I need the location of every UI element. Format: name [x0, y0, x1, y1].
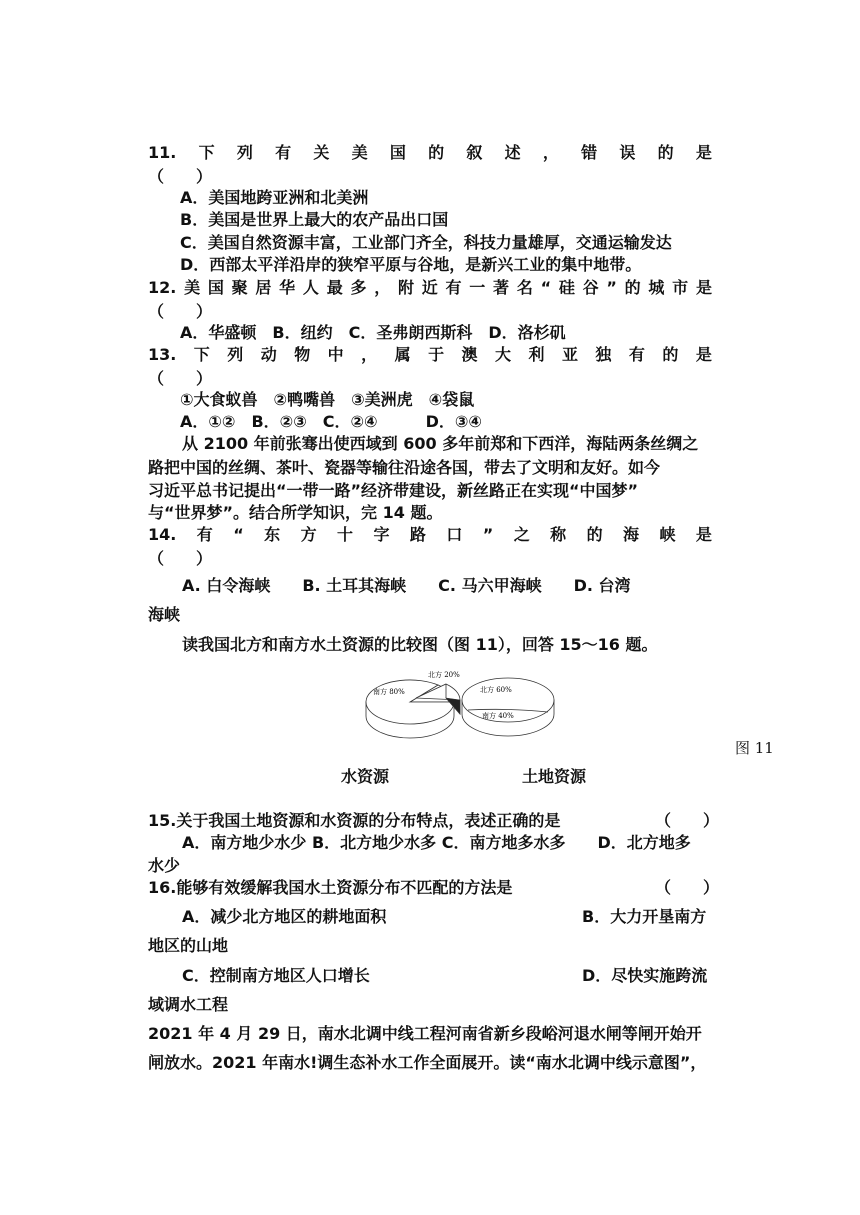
q14-stem: 14. 有 “ 东 方 十 字 路 口 ” 之 称 的 海 峡 是: [148, 525, 712, 544]
q15-intro: 读我国北方和南方水土资源的比较图（图 11），回答 15～16 题。: [182, 635, 658, 654]
passage2-line-1: 2021 年 4 月 29 日，南水北调中线工程河南省新乡段峪河退水闸等闸开始开: [148, 1024, 702, 1043]
q16-stem: 16.能够有效缓解我国水土资源分布不匹配的方法是: [148, 878, 513, 897]
q12-stem: 12. 美 国 聚 居 华 人 最 多 ， 附 近 有 一 著 名 “ 硅 谷 ” 的 城 市 是: [148, 278, 712, 297]
water-north-label: 北方 20%: [428, 671, 460, 679]
q13-stem: 13. 下 列 动 物 中 ， 属 于 澳 大 利 亚 独 有 的 是: [148, 345, 712, 364]
q16-option-c: C．控制南方地区人口增长: [182, 966, 370, 985]
land-south-label: 南方 40%: [482, 712, 514, 720]
q11-option-c: C．美国自然资源丰富，工业部门齐全，科技力量雄厚，交通运输发达: [180, 233, 672, 252]
passage-line-4: 与“世界梦”。结合所学知识，完 14 题。: [148, 503, 443, 522]
q15-stem: 15.关于我国土地资源和水资源的分布特点，表述正确的是: [148, 811, 561, 830]
q11-answer-paren: （ ）: [148, 167, 213, 186]
land-north-label: 北方 60%: [480, 686, 512, 694]
passage2-line-2: 闸放水。2021 年南水!调生态补水工作全面展开。读“南水北调中线示意图”，: [148, 1053, 707, 1072]
q16-answer-paren: （ ）: [655, 878, 720, 897]
q16-option-a: A．减少北方地区的耕地面积: [182, 907, 387, 926]
q15-answer-paren: （ ）: [655, 811, 720, 830]
q16-option-d: D．尽快实施跨流: [582, 966, 708, 985]
q12-answer-paren: （ ）: [148, 302, 213, 321]
passage-line-2: 路把中国的丝绸、茶叶、瓷器等输往沿途各国，带去了文明和友好。如今: [148, 458, 661, 477]
q13-options: A．①② B．②③ C．②④ D．③④: [180, 412, 482, 431]
q16-option-d-wrap: 域调水工程: [148, 995, 229, 1014]
q11-stem: 11. 下 列 有 关 美 国 的 叙 述 ， 错 误 的 是: [148, 143, 712, 162]
passage-line-3: 习近平总书记提出“一带一路”经济带建设，新丝路正在实现“中国梦”: [148, 481, 639, 500]
resource-comparison-figure: [360, 664, 560, 744]
q15-options: A．南方地少水少 B．北方地少水多 C．南方地多水多 D．北方地多: [182, 833, 691, 852]
caption-land: 土地资源: [522, 767, 587, 786]
q11-option-b: B．美国是世界上最大的农产品出口国: [180, 210, 449, 229]
q14-answer-paren: （ ）: [148, 549, 213, 568]
q11-option-d: D．西部太平洋沿岸的狭窄平原与谷地，是新兴工业的集中地带。: [180, 255, 642, 274]
q14-options-wrap: 海峡: [148, 605, 181, 624]
water-south-label: 南方 80%: [373, 688, 405, 696]
q16-option-b: B．大力开垦南方: [582, 907, 707, 926]
passage-line-1: 从 2100 年前张骞出使西域到 600 多年前郑和下西洋，海陆两条丝绸之: [182, 434, 699, 453]
caption-water: 水资源: [341, 767, 390, 786]
q11-option-a: A．美国地跨亚洲和北美洲: [180, 188, 369, 207]
q13-answer-paren: （ ）: [148, 369, 213, 388]
q12-options: A．华盛顿 B．纽约 C．圣弗朗西斯科 D．洛杉矶: [180, 323, 566, 342]
q14-options: A. 白令海峡 B. 土耳其海峡 C. 马六甲海峡 D. 台湾: [182, 576, 631, 595]
q16-option-b-wrap: 地区的山地: [148, 936, 229, 955]
figure-number: 图 11: [735, 739, 774, 757]
q13-items: ①大食蚁兽 ②鸭嘴兽 ③美洲虎 ④袋鼠: [180, 390, 475, 409]
q15-options-wrap: 水少: [148, 856, 181, 875]
